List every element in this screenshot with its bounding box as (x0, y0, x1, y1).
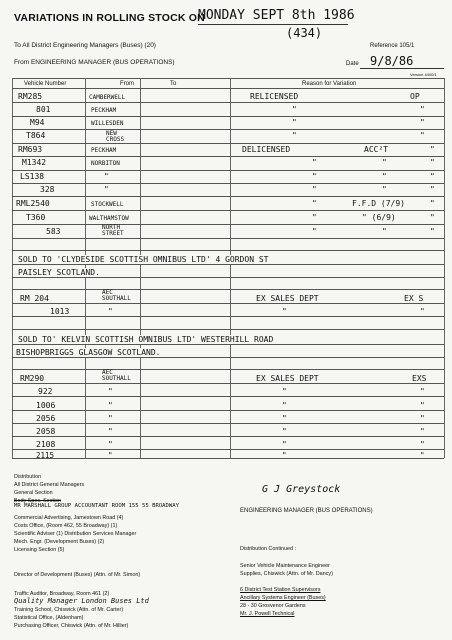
handwritten-date: MONDAY SEPT 8th 1986 (198, 8, 355, 23)
row-reason: " (312, 158, 317, 167)
row-extra2: " (430, 172, 435, 181)
distribution-item: All District General Managers (14, 482, 85, 488)
block2-from: " (108, 440, 113, 449)
block1-from: " (108, 307, 113, 316)
distribution-item: General Section (14, 490, 53, 496)
row-extra2: " (430, 158, 435, 167)
variations-table (12, 78, 444, 458)
distribution-item-handwritten: MR MARSHALL GROUP ACCOUNTANT ROOM 155 55 BROADWAY (14, 503, 180, 509)
col-to: To (170, 81, 177, 87)
block2-from: " (108, 387, 113, 396)
row-vehicle: 328 (40, 185, 55, 194)
row-vehicle: RM693 (18, 145, 43, 154)
row-divider (12, 238, 444, 239)
row-vehicle: M1342 (22, 158, 47, 167)
block2-extra: " (420, 440, 425, 449)
block2-extra: " (420, 451, 425, 460)
row-extra: " (420, 118, 425, 127)
distribution-item: Director of Development (Buses) (Attn. of Mr. Simon) (14, 572, 141, 578)
distribution-item: Senior Vehicle Maintenance Engineer (240, 563, 330, 569)
row-vehicle: T360 (26, 213, 46, 222)
row-divider (12, 369, 444, 370)
block2-reason: " (282, 451, 287, 460)
row-reason: " (292, 105, 297, 114)
row-extra2: " (430, 145, 435, 154)
row-extra: OP (410, 92, 420, 101)
row-reason: " (312, 172, 317, 181)
sold-to-line-2: BISHOPBRIGGS GLASGOW SCOTLAND. (16, 348, 161, 357)
row-divider (12, 436, 444, 437)
row-divider (12, 102, 444, 103)
distribution-item-handwritten: Quality Manager London Buses Ltd (14, 597, 149, 605)
row-from: WILLESDEN (91, 120, 124, 127)
col-border (230, 78, 231, 458)
block1-reason: " (282, 307, 287, 316)
distribution-item: Ancillary Systems Engineer (Buses) (240, 595, 326, 601)
row-from: WALTHAMSTOW (89, 215, 129, 222)
handwritten-ref: (434) (286, 26, 323, 40)
row-divider (12, 303, 444, 304)
block2-reason: " (282, 440, 287, 449)
distribution-item: Purchasing Officer, Chiswick (Attn. of Mr. Hillier) (14, 623, 129, 629)
col-border (12, 78, 13, 458)
row-reason: " (312, 185, 317, 194)
row-extra2: " (430, 185, 435, 194)
row-extra: " (420, 105, 425, 114)
col-vehicle: Vehicle Number (24, 81, 67, 87)
block1-reason: EX SALES DEPT (256, 294, 319, 303)
block2-from: " (108, 427, 113, 436)
block2-vehicle: 922 (38, 387, 53, 396)
row-divider (12, 449, 444, 450)
row-divider (12, 289, 444, 290)
distribution-item: Mr. J. Powell Technical (240, 611, 295, 617)
row-divider (12, 210, 444, 211)
row-reason: " (292, 118, 297, 127)
row-from: NORTH STREET (102, 224, 124, 237)
sold-to-line-1: SOLD TO' KELVIN SCOTTISH OMNIBUS LTD' WESTERHILL ROAD (18, 335, 274, 344)
signature: G J Greystock (262, 484, 341, 495)
row-reason: " (312, 199, 317, 208)
block2-from: " (108, 414, 113, 423)
distribution-item: Scientific Adviser (1) Distribution Services Manager (14, 531, 137, 537)
block2-reason: " (282, 414, 287, 423)
distribution-item: Traffic Auditor, Broadway, Room 461 (2) (14, 591, 110, 597)
distribution-item: Costs Office, (Room 462, 55 Broadway) (1) (14, 523, 118, 529)
block2-from: AEC SOUTHALL (102, 369, 131, 382)
row-divider (12, 396, 444, 397)
row-vehicle: LS138 (20, 172, 45, 181)
row-divider (12, 316, 444, 317)
row-vehicle: RM285 (18, 92, 43, 101)
row-divider (12, 383, 444, 384)
col-border (140, 78, 141, 458)
row-from: NORBITON (91, 160, 120, 167)
row-vehicle: RML2540 (16, 199, 50, 208)
sold-to-line-1: SOLD TO 'CLYDESIDE SCOTTISH OMNIBUS LTD' 4 GORDON ST (18, 255, 269, 264)
row-divider (12, 143, 444, 144)
from-line: From ENGINEERING MANAGER (BUS OPERATIONS) (14, 59, 175, 66)
block2-from: " (108, 451, 113, 460)
row-divider (12, 250, 444, 251)
row-from: CAMBERWELL (89, 94, 126, 101)
distribution-item: 28 - 30 Grosvenor Gardens (240, 603, 306, 609)
block1-vehicle: 1013 (50, 307, 70, 316)
block1-vehicle: RM 204 (20, 294, 49, 303)
row-extra: ACC²T (364, 145, 389, 154)
date-label: Date (346, 61, 359, 67)
block2-vehicle: 1006 (36, 401, 56, 410)
signatory-title: ENGINEERING MANAGER (BUS OPERATIONS) (240, 508, 373, 514)
block2-from: " (108, 401, 113, 410)
distribution-item: Mech. Engr. (Development Buses) (2) (14, 539, 105, 545)
row-from: NEW CROSS (106, 130, 125, 143)
row-extra: " (382, 158, 387, 167)
row-divider (12, 277, 444, 278)
row-vehicle: 583 (46, 227, 61, 236)
distribution-heading: Distribution (14, 474, 41, 480)
block2-vehicle: 2058 (36, 427, 56, 436)
block2-extra: " (420, 414, 425, 423)
row-reason: DELICENSED (242, 145, 291, 154)
row-reason: RELICENSED (250, 92, 299, 101)
row-divider (12, 129, 444, 130)
block2-reason: " (282, 387, 287, 396)
distribution-item: 6 District Test Station Supervisors (240, 587, 321, 593)
reference-no: Reference 105/1 (370, 43, 415, 49)
distribution-item: Body Spec. Section (14, 498, 62, 504)
row-from: PECKHAM (91, 107, 117, 114)
row-divider (12, 344, 444, 345)
row-extra: " (382, 227, 387, 236)
block2-extra: " (420, 387, 425, 396)
col-reason: Reason for Variation (302, 81, 357, 87)
block1-extra: EX S (404, 294, 424, 303)
row-extra: " (6/9) (362, 213, 396, 222)
row-from: STOCKWELL (91, 201, 124, 208)
block2-vehicle: RM290 (20, 374, 45, 383)
row-extra: " (382, 172, 387, 181)
block2-reason: " (282, 401, 287, 410)
block2-extra: EXS (412, 374, 427, 383)
distribution-item: Supplies, Chiswick (Attn. of Mr. Dancy) (240, 571, 333, 577)
block2-vehicle: 2056 (36, 414, 56, 423)
distribution-item: Licensing Section (5) (14, 547, 65, 553)
block2-vehicle: 2115 (36, 451, 55, 460)
row-divider (12, 329, 444, 330)
block2-extra: " (420, 401, 425, 410)
block2-vehicle: 2108 (36, 440, 56, 449)
row-divider (12, 183, 444, 184)
date-value: 9/8/86 (370, 54, 414, 68)
row-vehicle: M94 (30, 118, 45, 127)
row-from: " (104, 172, 109, 181)
distribution-continued: Distribution Continued : (240, 546, 297, 552)
distribution-item: Statistical Office, (Aldenham) (14, 615, 84, 621)
row-vehicle: 801 (36, 105, 51, 114)
row-divider (12, 224, 444, 225)
to-line: To All District Engineering Managers (Buses) (20) (14, 42, 156, 49)
row-divider (12, 170, 444, 171)
row-divider (12, 357, 444, 358)
row-extra: " (382, 185, 387, 194)
block2-extra: " (420, 427, 425, 436)
row-extra: F.F.D (7/9) (352, 199, 405, 208)
table-top-border (12, 78, 444, 79)
form-number: Version 4400/1 (410, 72, 437, 77)
row-divider (12, 264, 444, 265)
block2-reason: " (282, 427, 287, 436)
row-divider (12, 423, 444, 424)
row-from: " (104, 185, 109, 194)
row-reason: " (312, 227, 317, 236)
row-divider (12, 156, 444, 157)
row-extra2: " (430, 199, 435, 208)
col-from: From (120, 81, 134, 87)
form-title: VARIATIONS IN ROLLING STOCK ON (14, 12, 205, 24)
row-from: PECKHAM (91, 147, 117, 154)
col-border (444, 78, 445, 458)
block1-from: AEC SOUTHALL (102, 289, 131, 302)
row-divider (12, 116, 444, 117)
header-divider (12, 88, 444, 89)
row-vehicle: T864 (26, 131, 46, 140)
row-reason: " (292, 131, 297, 140)
row-extra2: " (430, 213, 435, 222)
table-bottom-border (12, 458, 444, 459)
row-reason: " (312, 213, 317, 222)
distribution-item: Training School, Chiswick (Attn. of Mr. Carter) (14, 607, 124, 613)
title-underline (198, 24, 348, 25)
row-divider (12, 410, 444, 411)
row-extra2: " (430, 227, 435, 236)
date-underline (360, 68, 444, 69)
block1-extra: " (420, 307, 425, 316)
row-divider (12, 196, 444, 197)
sold-to-line-2: PAISLEY SCOTLAND. (18, 268, 100, 277)
block2-reason: EX SALES DEPT (256, 374, 319, 383)
distribution-item: Commercial Advertising, Jamestown Road (4) (14, 515, 124, 521)
row-extra: " (420, 131, 425, 140)
